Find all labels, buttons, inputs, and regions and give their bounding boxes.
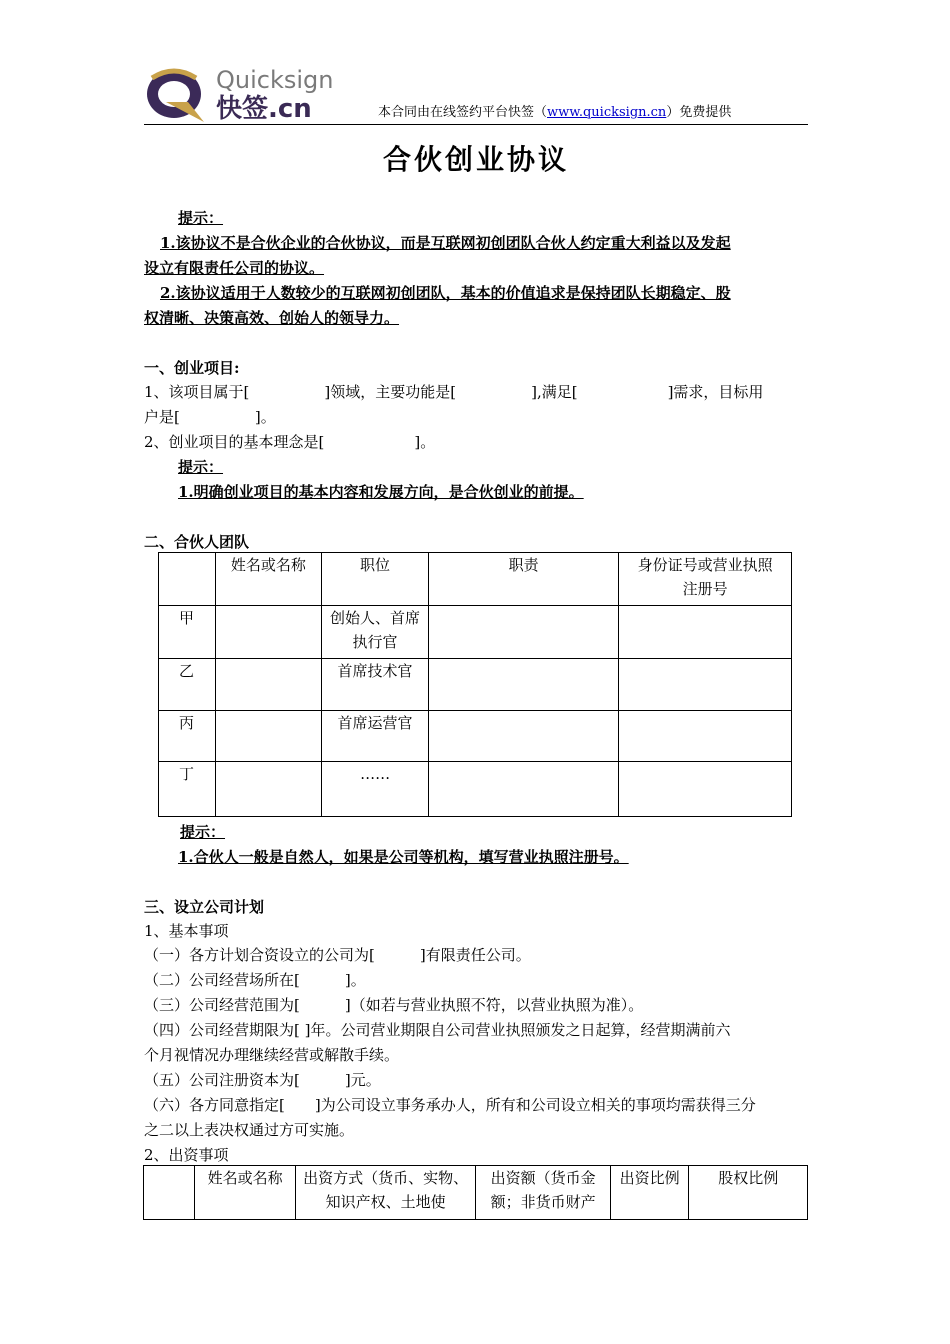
party-cell: 甲 — [159, 606, 216, 659]
position-cell: …… — [321, 762, 428, 817]
table-row — [159, 606, 792, 659]
id-cell — [619, 711, 792, 762]
contribution-method-header: 出资方式（货币、实物、知识产权、土地使 — [303, 1169, 469, 1211]
name-cell — [215, 711, 321, 762]
table-header-cell — [159, 553, 216, 606]
section1-item1b: 户是[ ]。 — [144, 408, 276, 426]
section3-item-4a: （四）公司经营期限为[ ]年。公司营业期限自公司营业执照颁发之日起算，经营期满前六 — [144, 1021, 731, 1039]
intro-tip-2a: 2.该协议适用于人数较少的互联网初创团队，基本的价值追求是保持团队长期稳定、股 — [160, 284, 731, 302]
table-header-cell: 股权比例 — [689, 1166, 808, 1220]
section3-item-1: （一）各方计划合资设立的公司为[ ]有限责任公司。 — [144, 946, 531, 964]
quicksign-link[interactable]: www.quicksign.cn — [547, 105, 667, 120]
section3-item-3: （三）公司经营范围为[ ]（如若与营业执照不符，以营业执照为准）。 — [144, 996, 644, 1014]
section3-sub2: 2、出资事项 — [144, 1146, 229, 1164]
table-header-cell — [476, 1166, 611, 1220]
header-note — [378, 104, 731, 122]
section1-item1a: 1、该项目属于[ ]领域，主要功能是[ ],满足[ ]需求，目标用 — [144, 383, 764, 401]
intro-tip-2b: 权清晰、决策高效、创始人的领导力。 — [144, 309, 400, 327]
id-cell — [619, 762, 792, 817]
duty-cell — [429, 606, 619, 659]
table-header-row — [159, 553, 792, 606]
header-note-prefix: 本合同由在线签约平台快签（ — [378, 105, 548, 120]
quicksign-logo — [144, 66, 354, 124]
section1-tip-1: 1.明确创业项目的基本内容和发展方向，是合伙创业的前提。 — [178, 483, 584, 501]
name-cell — [215, 659, 321, 711]
capital-contribution-table — [143, 1165, 808, 1220]
table-header-cell: 出资比例 — [610, 1166, 689, 1220]
logo-english-text: Quicksign — [216, 66, 334, 94]
party-cell: 乙 — [159, 659, 216, 711]
section3-sub1: 1、基本事项 — [144, 922, 229, 940]
table-header-cell: 姓名或名称 — [215, 553, 321, 606]
table-header-cell — [295, 1166, 475, 1220]
logo-chinese-text: 快签.cn — [216, 94, 312, 124]
section2-tip-1: 1.合伙人一般是自然人，如果是公司等机构，填写营业执照注册号。 — [178, 848, 629, 866]
table-header-cell: 职位 — [321, 553, 428, 606]
section3-heading: 三、设立公司计划 — [144, 898, 265, 916]
table-row — [159, 659, 792, 711]
section3-item-4b: 个月视情况办理继续经营或解散手续。 — [144, 1046, 400, 1064]
duty-cell — [429, 659, 619, 711]
name-cell — [215, 606, 321, 659]
section3-item-6a: （六）各方同意指定[ ]为公司设立事务承办人，所有和公司设立相关的事项均需获得三分 — [144, 1096, 756, 1114]
table-header-row — [144, 1166, 808, 1220]
table-header-cell: 职责 — [429, 553, 619, 606]
position-cell: 首席技术官 — [321, 659, 428, 711]
section3-item-6b: 之二以上表决权通过方可实施。 — [144, 1121, 355, 1139]
table-header-cell — [144, 1166, 195, 1220]
table-row — [159, 762, 792, 817]
section1-heading: 一、创业项目: — [144, 359, 240, 377]
section1-tip-label: 提示： — [178, 458, 224, 476]
position-cell: 首席运营官 — [321, 711, 428, 762]
section2-tip-label: 提示： — [180, 823, 226, 841]
section2-heading: 二、合伙人团队 — [144, 533, 250, 551]
intro-tip-1a: 1.该协议不是合伙企业的合伙协议，而是互联网初创团队合伙人约定重大利益以及发起 — [160, 234, 731, 252]
table-header-cell: 身份证号或营业执照注册号 — [619, 553, 792, 606]
name-cell — [215, 762, 321, 817]
header-note-suffix: ）免费提供 — [666, 105, 732, 120]
id-cell — [619, 606, 792, 659]
duty-cell — [429, 711, 619, 762]
contribution-amount-header: 出资额（货币金额；非货币财产 — [490, 1169, 596, 1211]
header-divider — [144, 124, 808, 125]
duty-cell — [429, 762, 619, 817]
partner-team-table — [158, 552, 792, 817]
intro-tip-1b: 设立有限责任公司的协议。 — [144, 259, 325, 277]
section1-item2: 2、创业项目的基本理念是[ ]。 — [144, 433, 436, 451]
party-cell: 丁 — [159, 762, 216, 817]
intro-tip-label: 提示： — [178, 209, 224, 227]
document-title: 合伙创业协议 — [382, 143, 569, 176]
party-cell: 丙 — [159, 711, 216, 762]
table-row — [159, 711, 792, 762]
quicksign-logo-mark-icon — [144, 66, 210, 124]
position-cell: 创始人、首席执行官 — [321, 606, 428, 659]
id-cell — [619, 659, 792, 711]
section3-item-5: （五）公司注册资本为[ ]元。 — [144, 1071, 381, 1089]
section3-item-2: （二）公司经营场所在[ ]。 — [144, 971, 366, 989]
table-header-cell: 姓名或名称 — [195, 1166, 296, 1220]
